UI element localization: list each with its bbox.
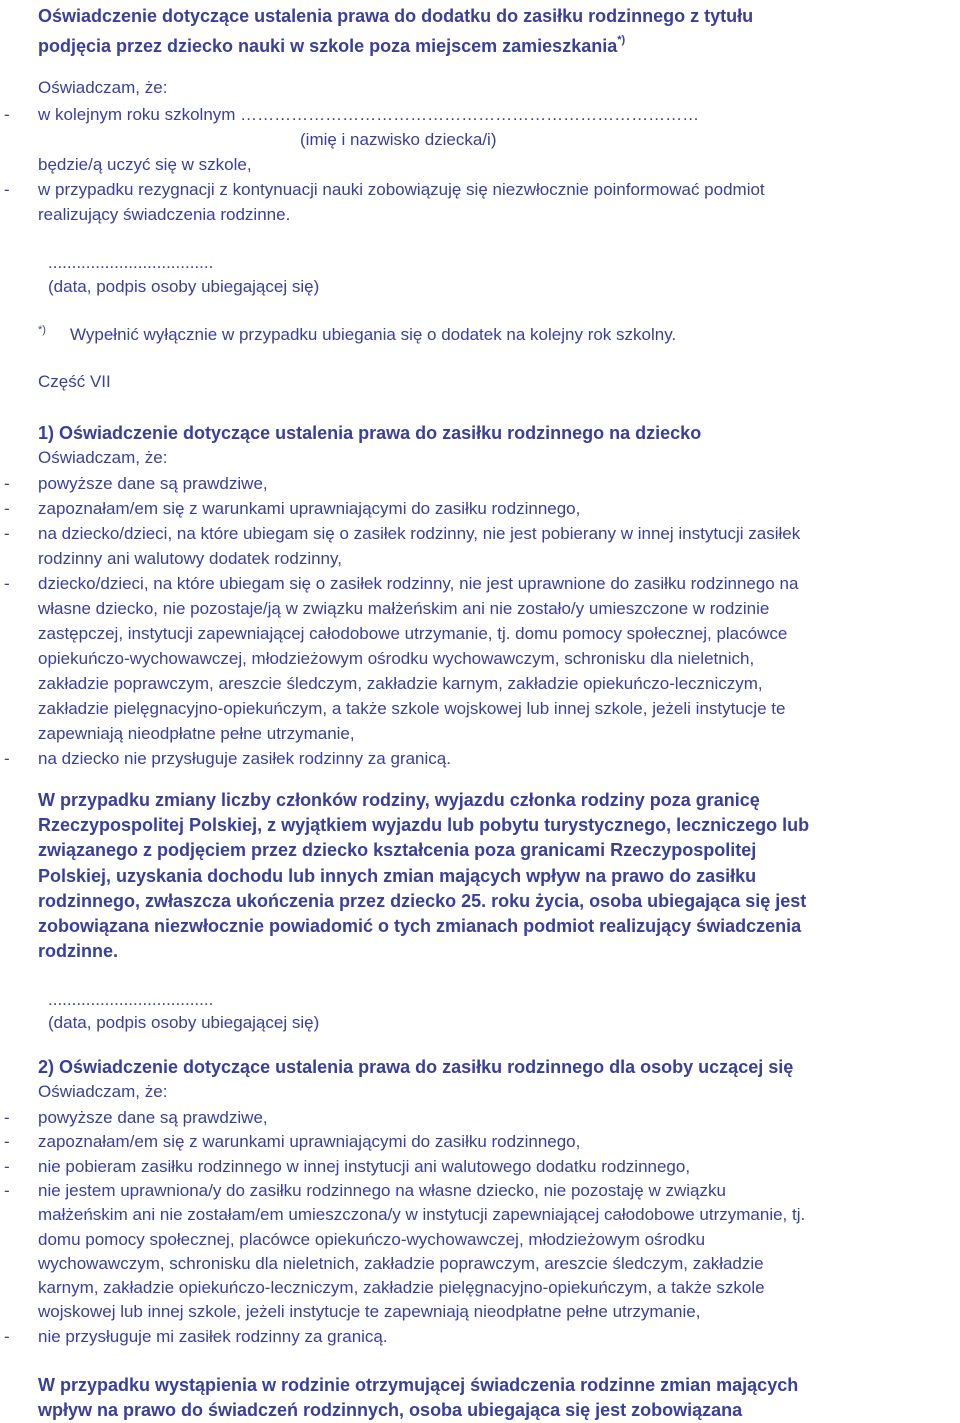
sec1-item-4-line-1: dziecko/dzieci, na które ubiegam się o zasiłek rodzinny, nie jest uprawnione do zasiłku rodzinnego na [38, 574, 799, 593]
dash: - [4, 474, 10, 493]
sec1-item-3-line-2: rodzinny ani walutowy dodatek rodzinny, [38, 549, 342, 568]
sec2-item-4-line-6: wojskowej lub innej szkole, jeżeli instytucje te zapewniają nieodpłatne pełne utrzymanie, [38, 1302, 701, 1322]
sec1-notice-line-5: rodzinnego, zwłaszcza ukończenia przez dziecko 25. roku życia, osoba ubiegająca się jest [38, 890, 807, 911]
sec1-item-4-line-2: własne dziecko, nie pozostaje/ją w związku małżeńskim ani nie zostało/y umieszczone w rodzinie [38, 599, 770, 618]
sec0-declare: Oświadczam, że: [38, 78, 168, 97]
sec2-item-1-line-1: powyższe dane są prawdziwe, [38, 1108, 268, 1127]
dash: - [4, 1326, 10, 1346]
sec1-item-1-line-1: powyższe dane są prawdziwe, [38, 474, 268, 493]
sec1-item-4-line-6: zakładzie pielęgnacyjno-opiekuńczym, a także szkole wojskowej lub innej szkole, jeżeli instytucje te [38, 699, 786, 718]
signature-dots: ................................... [48, 990, 214, 1009]
sec2-item-4-line-1: nie jestem uprawniona/y do zasiłku rodzinnego na własne dziecko, nie pozostaję w związku [38, 1180, 726, 1200]
footnote-mark: *) [38, 324, 46, 336]
sec1-notice-line-2: Rzeczypospolitej Polskiej, z wyjątkiem wyjazdu lub pobytu turystycznego, leczniczego lub [38, 815, 810, 836]
sec2-item-3-line-1: nie pobieram zasiłku rodzinnego w innej instytucji ani walutowego dodatku rodzinnego, [38, 1156, 691, 1176]
sec2-notice-line-2: wpływ na prawo do świadczeń rodzinnych, osoba ubiegająca się jest zobowiązana [38, 1400, 743, 1420]
dash: - [4, 1156, 10, 1176]
signature-caption: (data, podpis osoby ubiegającej się) [48, 1013, 320, 1032]
sec2-item-2-line-1: zapoznałam/em się z warunkami uprawniającymi do zasiłku rodzinnego, [38, 1132, 581, 1152]
dash: - [4, 1180, 10, 1200]
dash: - [4, 180, 10, 199]
sec1-notice-line-1: W przypadku zmiany liczby członków rodziny, wyjazdu członka rodziny poza granicę [38, 790, 760, 810]
sec2-declare: Oświadczam, że: [38, 1082, 168, 1101]
dash: - [4, 499, 10, 518]
sec1-item-5-line-1: na dziecko nie przysługuje zasiłek rodzinny za granicą. [38, 749, 451, 768]
sec1-item-4-line-5: zakładzie poprawczym, areszcie śledczym, zakładzie karnym, zakładzie opiekuńczo-leczniczym, [38, 674, 763, 693]
sec2-item-4-line-3: domu pomocy społecznej, placówce opiekuńczo-wychowawczej, młodzieżowym ośrodku [38, 1229, 706, 1249]
sec0-title-line1: Oświadczenie dotyczące ustalenia prawa do dodatku do zasiłku rodzinnego z tytułu [38, 6, 754, 26]
sec2-title: 2) Oświadczenie dotyczące ustalenia prawa do zasiłku rodzinnego dla osoby uczącej się [38, 1057, 794, 1077]
part-heading: Część VII [38, 372, 111, 391]
signature-dots: ................................... [48, 253, 214, 272]
sec1-item-3-line-1: na dziecko/dzieci, na które ubiegam się o zasiłek rodzinny, nie jest pobierany w innej instytucji zasiłek [38, 524, 801, 543]
dash: - [4, 574, 10, 593]
sec2-item-4-line-5: karnym, zakładzie opiekuńczo-leczniczym, zakładzie pielęgnacyjno-opiekuńczym, a także szkole [38, 1278, 765, 1298]
dash: - [4, 749, 10, 768]
sec0-item1-cont: będzie/ą uczyć się w szkole, [38, 155, 252, 174]
sec0-item1: w kolejnym roku szkolnym ……………………………………………………………………… [38, 105, 700, 124]
dash: - [4, 524, 10, 543]
sec1-notice-line-3: związanego z podjęciem przez dziecko kształcenia poza granicami Rzeczypospolitej [38, 840, 757, 861]
sec1-notice-line-7: rodzinne. [38, 941, 118, 962]
sec1-notice-line-6: zobowiązana niezwłocznie powiadomić o tych zmianach podmiot realizujący świadczenia [38, 916, 802, 936]
sec1-item-2-line-1: zapoznałam/em się z warunkami uprawniającymi do zasiłku rodzinnego, [38, 499, 581, 518]
sec1-notice-line-4: Polskiej, uzyskania dochodu lub innych zmian mających wpływ na prawo do zasiłku [38, 865, 757, 886]
sec1-item-4-line-4: opiekuńczo-wychowawczej, młodzieżowym ośrodku wychowawczym, schronisku dla nieletnich, [38, 649, 755, 668]
sec2-item-5-line-1: nie przysługuje mi zasiłek rodzinny za granicą. [38, 1326, 388, 1346]
dash: - [4, 1108, 10, 1127]
footnote-text: Wypełnić wyłącznie w przypadku ubiegania się o dodatek na kolejny rok szkolny. [70, 325, 677, 344]
signature-caption: (data, podpis osoby ubiegającej się) [48, 277, 320, 296]
sec0-item2-l1: w przypadku rezygnacji z kontynuacji nauki zobowiązuję się niezwłocznie poinformować podmiot [38, 180, 765, 199]
dash: - [4, 1132, 10, 1152]
sec0-title-line2: podjęcia przez dziecko nauki w szkole poza miejscem zamieszkania*) [38, 34, 626, 56]
sec2-notice-line-1: W przypadku wystąpienia w rodzinie otrzymującej świadczenia rodzinne zmian mających [38, 1375, 799, 1395]
sec0-item1-caption: (imię i nazwisko dziecka/i) [300, 130, 497, 149]
dash: - [4, 105, 10, 124]
sec1-item-4-line-3: zastępczej, instytucji zapewniającej całodobowe utrzymanie, tj. domu pomocy społecznej, placówce [38, 624, 788, 643]
sec1-item-4-line-7: zapewniają nieodpłatne pełne utrzymanie, [38, 724, 355, 743]
sec2-item-4-line-2: małżeńskim ani nie zostałam/em umieszczona/y w instytucji zapewniającej całodobowe utrzymanie, tj. [38, 1205, 806, 1225]
sec0-item2-l2: realizujący świadczenia rodzinne. [38, 205, 291, 224]
sec1-declare: Oświadczam, że: [38, 448, 168, 467]
sec1-title: 1) Oświadczenie dotyczące ustalenia prawa do zasiłku rodzinnego na dziecko [38, 423, 702, 443]
sec2-item-4-line-4: wychowawczym, schronisku dla nieletnich, zakładzie poprawczym, areszcie śledczym, zakładzie [38, 1253, 764, 1273]
